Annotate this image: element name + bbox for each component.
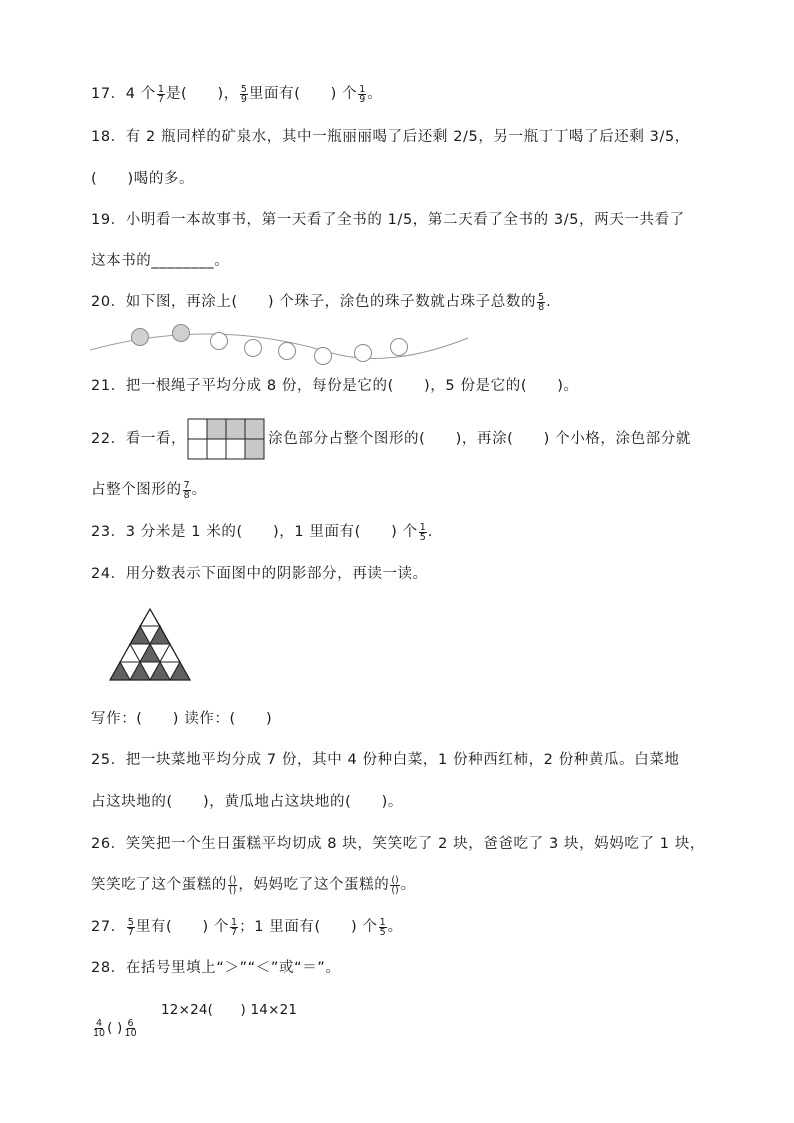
question-25-line1: 25．把一块菜地平均分成 7 份，其中 4 份种白菜，1 份种西红柿，2 份种黄瓜。白菜地 bbox=[91, 752, 680, 768]
question-22: 22．看一看， 涂色部分占整个图形的( )，再涂( ) 个小格，涂色部分就 bbox=[91, 418, 691, 460]
fraction-1-5: $\frac{1}{5}$ bbox=[379, 916, 386, 938]
compare-expression-1: 12×24( ) 14×21 bbox=[161, 1002, 298, 1018]
question-23: 23．3 分米是 1 米的( )，1 里面有( ) 个 $\frac{1}{5}$ . bbox=[91, 521, 433, 543]
bead-blank bbox=[355, 345, 372, 362]
question-24-answer: 写作：( ) 读作：( ) bbox=[91, 711, 273, 727]
fraction-blank: $\frac{()}{()}$ bbox=[391, 874, 399, 896]
fraction-5-7: $\frac{5}{7}$ bbox=[127, 916, 134, 938]
fraction-1-5: $\frac{1}{5}$ bbox=[419, 521, 426, 543]
bead-blank bbox=[245, 340, 262, 357]
fraction-blank: $\frac{()}{()}$ bbox=[228, 874, 237, 896]
bead-blank bbox=[315, 348, 332, 365]
question-22-line2: 占整个图形的 $\frac{7}{8}$ 。 bbox=[91, 479, 207, 501]
question-19-line1: 19．小明看一本故事书，第一天看了全书的 1/5，第二天看了全书的 3/5，两天一共看了 bbox=[91, 212, 685, 228]
question-26-line2: 笑笑吃了这个蛋糕的 $\frac{()}{()}$ ，妈妈吃了这个蛋糕的 $\frac{()}{()}$ 。 bbox=[91, 874, 416, 896]
question-19-line2: 这本书的________。 bbox=[91, 253, 230, 269]
question-26-line1: 26．笑笑把一个生日蛋糕平均切成 8 块，笑笑吃了 2 块，爸爸吃了 3 块，妈妈吃了 1 块， bbox=[91, 836, 706, 852]
question-28: 28．在括号里填上“＞”“＜”或“＝”。 bbox=[91, 960, 341, 976]
fraction-1-7: $\frac{1}{7}$ bbox=[231, 916, 238, 938]
question-17: 17．4 个 $\frac{1}{7}$ 是( )， $\frac{5}{9}$ 里面有( ) 个 $\frac{1}{9}$ 。 bbox=[91, 83, 383, 105]
question-27: 27． $\frac{5}{7}$ 里有( ) 个 $\frac{1}{7}$ ；1 里面有( ) 个 $\frac{1}{5}$ 。 bbox=[91, 916, 403, 938]
bead-shaded bbox=[132, 329, 149, 346]
triangle-figure bbox=[106, 607, 194, 685]
question-25-line2: 占这块地的( )，黄瓜地占这块地的( )。 bbox=[91, 794, 403, 810]
bead-shaded bbox=[173, 325, 190, 342]
question-24: 24．用分数表示下面图中的阴影部分，再读一读。 bbox=[91, 566, 428, 582]
question-21: 21．把一根绳子平均分成 8 份，每份是它的( )，5 份是它的( )。 bbox=[91, 378, 579, 394]
question-18-line2: ( )喝的多。 bbox=[91, 171, 195, 187]
fraction-5-8: $\frac{5}{8}$ bbox=[538, 291, 545, 313]
question-18-line1: 18．有 2 瓶同样的矿泉水，其中一瓶丽丽喝了后还剩 2/5，另一瓶丁丁喝了后还剩 3/5， bbox=[91, 129, 690, 145]
bead-blank bbox=[211, 333, 228, 350]
question-20: 20．如下图，再涂上( ) 个珠子，涂色的珠子数就占珠子总数的 $\frac{5}{8}$ . bbox=[91, 291, 552, 313]
fraction-1-7: $\frac{1}{7}$ bbox=[157, 83, 164, 105]
fraction-4-10: $\frac{4}{10}$ bbox=[93, 1017, 106, 1039]
bead-string-figure bbox=[88, 320, 478, 368]
fraction-6-10: $\frac{6}{10}$ bbox=[124, 1017, 137, 1039]
fraction-1-9: $\frac{1}{9}$ bbox=[359, 83, 366, 105]
fraction-7-8: $\frac{7}{8}$ bbox=[183, 479, 190, 501]
fraction-5-9: $\frac{5}{9}$ bbox=[240, 83, 247, 105]
bead-blank bbox=[391, 339, 408, 356]
bead-blank bbox=[279, 343, 296, 360]
compare-fractions: $\frac{4}{10}$ ( ) $\frac{6}{10}$ bbox=[93, 1017, 137, 1039]
grid-figure-8-cells bbox=[187, 418, 267, 460]
